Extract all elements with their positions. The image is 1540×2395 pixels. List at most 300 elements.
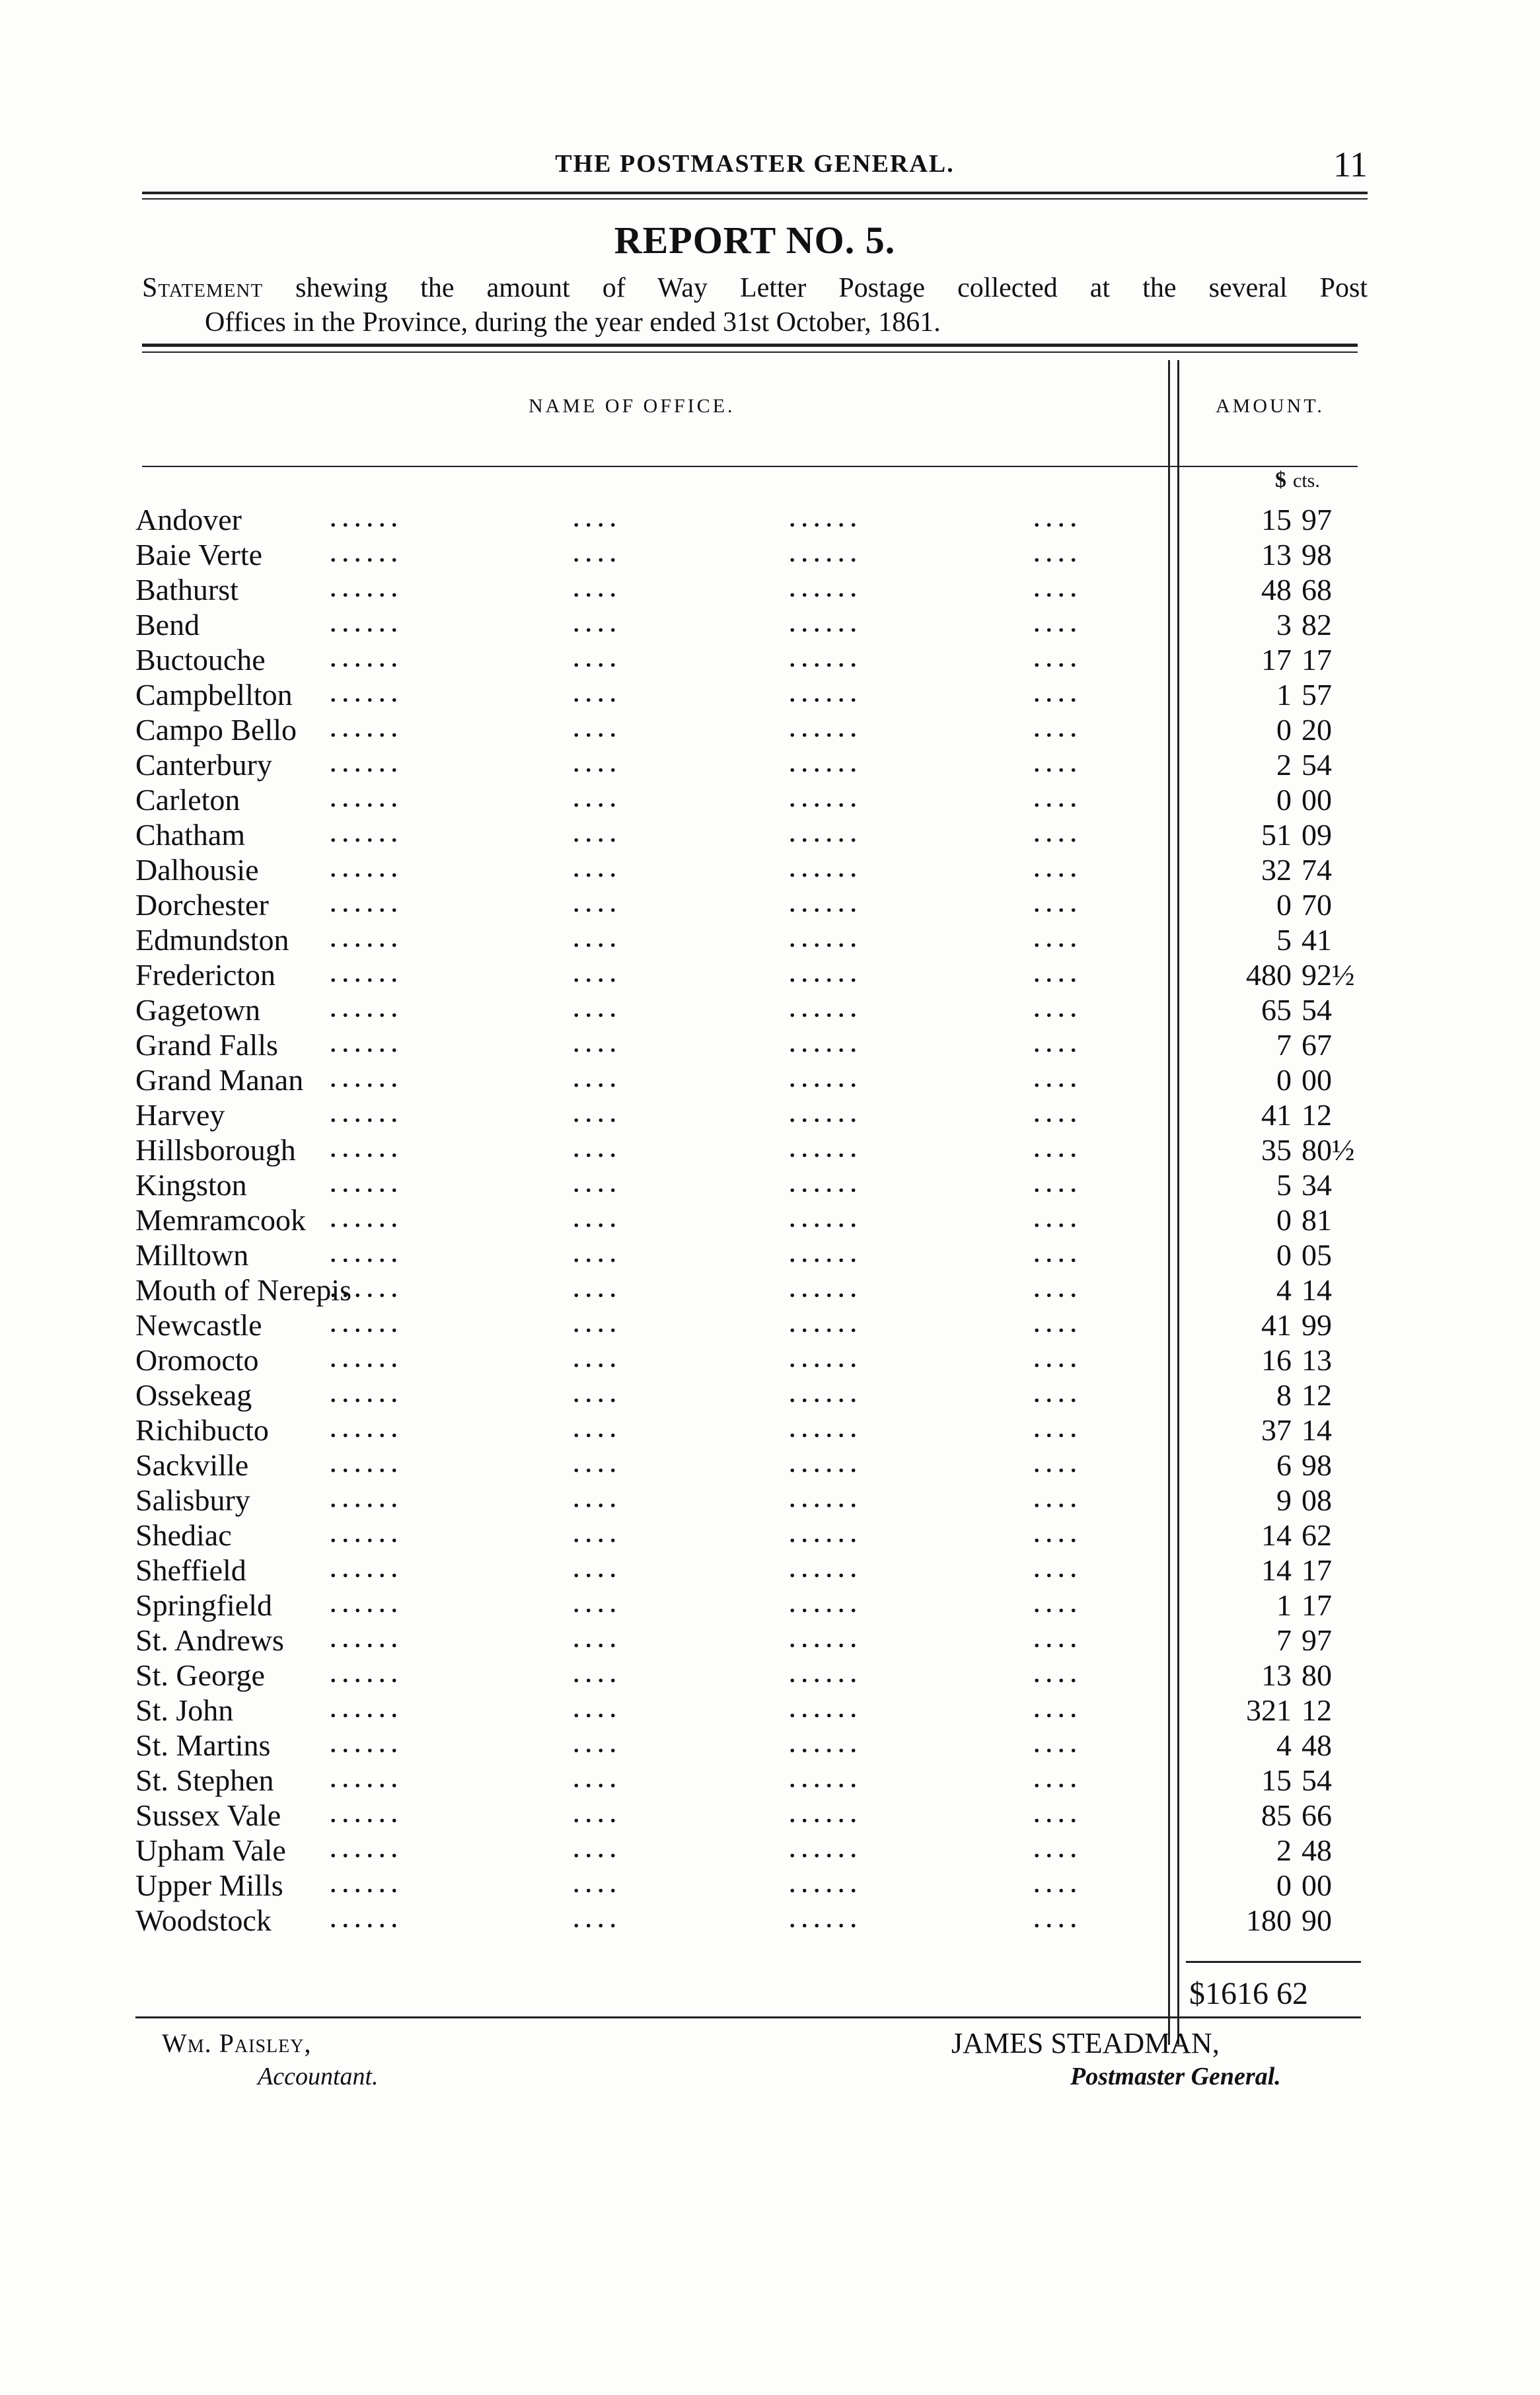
dot-leader: ...... — [789, 823, 863, 847]
table-row — [0, 607, 1540, 642]
dot-leader: .... — [573, 1873, 622, 1898]
amount-dollars: 0 — [1276, 783, 1292, 817]
dot-leader: .... — [1034, 1733, 1083, 1757]
dot-leader: ...... — [330, 1628, 404, 1652]
statement-lead: Statement — [142, 273, 264, 303]
dot-leader: .... — [573, 1033, 622, 1057]
office-name: Newcastle — [135, 1308, 262, 1342]
dot-leader: ...... — [789, 1768, 863, 1792]
amount-cents: 97 — [1302, 1623, 1332, 1657]
office-name: Sackville — [135, 1448, 249, 1482]
dot-leader: .... — [1034, 1173, 1083, 1197]
header-rule — [142, 192, 1368, 194]
dot-leader: .... — [573, 928, 622, 952]
amount-cents: 08 — [1302, 1483, 1332, 1517]
table-row — [0, 817, 1540, 852]
dot-leader: ...... — [789, 893, 863, 917]
table-row — [0, 1378, 1540, 1413]
dot-leader: ...... — [330, 1173, 404, 1197]
dot-leader: ...... — [789, 1908, 863, 1933]
office-name: Ossekeag — [135, 1378, 252, 1412]
office-name: Edmundston — [135, 923, 289, 957]
dot-leader: .... — [573, 998, 622, 1022]
office-name: Gagetown — [135, 993, 261, 1027]
dot-leader: ...... — [789, 1593, 863, 1617]
dot-leader: ...... — [789, 1033, 863, 1057]
dot-leader: ...... — [789, 1348, 863, 1372]
table-row — [0, 1167, 1540, 1202]
amount-cents: 81 — [1302, 1203, 1332, 1237]
table-row — [0, 572, 1540, 607]
table-row — [0, 1272, 1540, 1308]
amount-dollars: 2 — [1276, 1833, 1292, 1867]
table-row — [0, 1553, 1540, 1588]
dot-leader: ...... — [789, 1138, 863, 1162]
dot-leader: .... — [573, 1103, 622, 1127]
dot-leader: .... — [1034, 1523, 1083, 1547]
postmaster-name: JAMES STEADMAN, — [951, 2027, 1220, 2059]
table-row — [0, 1343, 1540, 1378]
table-row — [0, 852, 1540, 887]
dot-leader: ...... — [789, 647, 863, 672]
amount-cents: 98 — [1302, 538, 1332, 571]
dot-leader: .... — [573, 507, 622, 532]
dot-leader: .... — [573, 1698, 622, 1722]
dot-leader: .... — [573, 1733, 622, 1757]
total-amount: $1616 62 — [1189, 1976, 1308, 2011]
table-row — [0, 1623, 1540, 1658]
amount-cents: 12 — [1302, 1378, 1332, 1412]
dot-leader: ...... — [330, 1313, 404, 1337]
office-name: Campo Bello — [135, 713, 297, 747]
amount-dollars: 15 — [1261, 1763, 1292, 1797]
unit-dollars: $ — [1275, 468, 1286, 492]
dot-leader: .... — [1034, 1418, 1083, 1442]
dot-leader: .... — [1034, 542, 1083, 567]
table-bottom-rule — [135, 2016, 1361, 2018]
dot-leader: .... — [573, 1453, 622, 1477]
table-row — [0, 1903, 1540, 1938]
dot-leader: .... — [1034, 612, 1083, 637]
dot-leader: ...... — [789, 1488, 863, 1512]
amount-dollars: 321 — [1246, 1693, 1292, 1727]
dot-leader: .... — [1034, 577, 1083, 602]
table-row — [0, 537, 1540, 572]
office-name: Milltown — [135, 1238, 249, 1272]
amount-dollars: 14 — [1261, 1553, 1292, 1587]
office-name: Oromocto — [135, 1343, 259, 1377]
page-number: 11 — [1333, 145, 1368, 184]
dot-leader: ...... — [330, 577, 404, 602]
dot-leader: ...... — [789, 507, 863, 532]
dot-leader: .... — [1034, 1208, 1083, 1232]
dot-leader: ...... — [789, 1663, 863, 1687]
office-name: Carleton — [135, 783, 240, 817]
dot-leader: ...... — [330, 788, 404, 812]
dot-leader: .... — [573, 788, 622, 812]
amount-cents: 00 — [1302, 1868, 1332, 1902]
amount-cents: 13 — [1302, 1343, 1332, 1377]
dot-leader: ...... — [330, 1383, 404, 1407]
office-name: Upper Mills — [135, 1868, 283, 1902]
amount-dollars: 0 — [1276, 713, 1292, 747]
dot-leader: ...... — [789, 858, 863, 882]
amount-cents: 14 — [1302, 1273, 1332, 1307]
dot-leader: ...... — [330, 682, 404, 707]
office-name: St. Martins — [135, 1728, 271, 1762]
amount-dollars: 37 — [1261, 1413, 1292, 1447]
amount-cents: 14 — [1302, 1413, 1332, 1447]
dot-leader: .... — [573, 893, 622, 917]
table-row — [0, 502, 1540, 537]
table-row — [0, 1237, 1540, 1272]
dot-leader: .... — [573, 1383, 622, 1407]
amount-cents: 70 — [1302, 888, 1332, 922]
amount-dollars: 15 — [1261, 503, 1292, 536]
dot-leader: .... — [1034, 1663, 1083, 1687]
office-name: St. Andrews — [135, 1623, 284, 1657]
amount-dollars: 6 — [1276, 1448, 1292, 1482]
office-name: Salisbury — [135, 1483, 250, 1517]
amount-dollars: 48 — [1261, 573, 1292, 607]
amount-dollars: 85 — [1261, 1798, 1292, 1832]
amount-dollars: 1 — [1276, 678, 1292, 712]
amount-cents: 62 — [1302, 1518, 1332, 1552]
amount-dollars: 16 — [1261, 1343, 1292, 1377]
statement-text — [142, 271, 1368, 340]
amount-cents: 12 — [1302, 1098, 1332, 1132]
amount-dollars: 480 — [1246, 958, 1292, 992]
amount-dollars: 51 — [1261, 818, 1292, 852]
dot-leader: ...... — [789, 577, 863, 602]
dot-leader: .... — [1034, 998, 1083, 1022]
amount-cents: 68 — [1302, 573, 1332, 607]
dot-leader: .... — [573, 1208, 622, 1232]
signature-postmaster — [951, 2027, 1281, 2093]
dot-leader: .... — [1034, 893, 1083, 917]
dot-leader: ...... — [789, 1698, 863, 1722]
dot-leader: ...... — [789, 1733, 863, 1757]
dot-leader: .... — [573, 612, 622, 637]
dot-leader: .... — [1034, 1033, 1083, 1057]
dot-leader: ...... — [789, 1278, 863, 1302]
dot-leader: ...... — [789, 998, 863, 1022]
dot-leader: ...... — [330, 1838, 404, 1862]
dot-leader: ...... — [789, 1803, 863, 1827]
office-name: Fredericton — [135, 958, 276, 992]
dot-leader: .... — [573, 1488, 622, 1512]
dot-leader: .... — [573, 1523, 622, 1547]
office-name: Dorchester — [135, 888, 269, 922]
dot-leader: .... — [1034, 1628, 1083, 1652]
dot-leader: .... — [573, 1663, 622, 1687]
amount-cents: 67 — [1302, 1028, 1332, 1062]
dot-leader: ...... — [330, 753, 404, 777]
dot-leader: ...... — [330, 1768, 404, 1792]
amount-cents: 05 — [1302, 1238, 1332, 1272]
dot-leader: ...... — [330, 1033, 404, 1057]
dot-leader: ...... — [789, 612, 863, 637]
amount-cents: 09 — [1302, 818, 1332, 852]
table-row — [0, 1658, 1540, 1693]
dot-leader: .... — [1034, 1558, 1083, 1582]
table-row — [0, 1798, 1540, 1833]
dot-leader: .... — [573, 1278, 622, 1302]
dot-leader: ...... — [330, 1803, 404, 1827]
office-name: St. John — [135, 1693, 234, 1727]
dot-leader: .... — [573, 542, 622, 567]
dot-leader: .... — [573, 1313, 622, 1337]
amount-dollars: 8 — [1276, 1378, 1292, 1412]
dot-leader: ...... — [330, 612, 404, 637]
dot-leader: ...... — [789, 1383, 863, 1407]
dot-leader: .... — [573, 1593, 622, 1617]
amount-cents: 57 — [1302, 678, 1332, 712]
amount-dollars: 180 — [1246, 1903, 1292, 1937]
dot-leader: ...... — [330, 1733, 404, 1757]
dot-leader: .... — [1034, 1453, 1083, 1477]
dot-leader: ...... — [789, 1173, 863, 1197]
office-name: Buctouche — [135, 643, 266, 677]
amount-dollars: 5 — [1276, 923, 1292, 957]
units-row — [1275, 468, 1320, 493]
dot-leader: .... — [1034, 1873, 1083, 1898]
dot-leader: ...... — [330, 1243, 404, 1267]
amount-cents: 17 — [1302, 1588, 1332, 1622]
office-name: St. Stephen — [135, 1763, 274, 1797]
table-row — [0, 1588, 1540, 1623]
office-name: Chatham — [135, 818, 246, 852]
table-row — [0, 922, 1540, 957]
dot-leader: .... — [1034, 1838, 1083, 1862]
dot-leader: .... — [573, 1768, 622, 1792]
dot-leader: ...... — [789, 1313, 863, 1337]
dot-leader: ...... — [789, 1558, 863, 1582]
dot-leader: ...... — [330, 1453, 404, 1477]
amount-cents: 17 — [1302, 1553, 1332, 1587]
table-row — [0, 1518, 1540, 1553]
office-name: Dalhousie — [135, 853, 259, 887]
statement-line-2: Offices in the Province, during the year ended 31st October, 1861. — [205, 307, 941, 338]
office-name: Andover — [135, 503, 242, 536]
amount-dollars: 0 — [1276, 888, 1292, 922]
office-name: Hillsborough — [135, 1133, 296, 1167]
dot-leader: .... — [573, 1348, 622, 1372]
postmaster-title: Postmaster General. — [1070, 2063, 1281, 2090]
dot-leader: .... — [1034, 1348, 1083, 1372]
dot-leader: ...... — [789, 542, 863, 567]
table-row — [0, 1728, 1540, 1763]
office-name: Baie Verte — [135, 538, 263, 571]
dot-leader: .... — [1034, 1593, 1083, 1617]
office-name: Richibucto — [135, 1413, 269, 1447]
office-name: Campbellton — [135, 678, 293, 712]
dot-leader: .... — [573, 963, 622, 987]
accountant-name: Wm. Paisley, — [162, 2028, 312, 2058]
dot-leader: ...... — [330, 1593, 404, 1617]
amount-cents: 90 — [1302, 1903, 1332, 1937]
dot-leader: .... — [573, 1243, 622, 1267]
amount-cents: 00 — [1302, 1063, 1332, 1097]
amount-cents: 66 — [1302, 1798, 1332, 1832]
dot-leader: ...... — [789, 1453, 863, 1477]
amount-dollars: 35 — [1261, 1133, 1292, 1167]
dot-leader: ...... — [330, 928, 404, 952]
dot-leader: .... — [573, 1558, 622, 1582]
dot-leader: .... — [573, 1068, 622, 1092]
dot-leader: ...... — [330, 893, 404, 917]
header-rule-thin — [142, 198, 1368, 200]
dot-leader: ...... — [330, 1208, 404, 1232]
office-name: Woodstock — [135, 1903, 272, 1937]
dot-leader: ...... — [330, 1418, 404, 1442]
office-name: Shediac — [135, 1518, 232, 1552]
amount-dollars: 13 — [1261, 538, 1292, 571]
table-row — [0, 1448, 1540, 1483]
dot-leader: ...... — [789, 1523, 863, 1547]
dot-leader: ...... — [789, 1838, 863, 1862]
office-name: Memramcook — [135, 1203, 307, 1237]
dot-leader: .... — [573, 1138, 622, 1162]
table-row — [0, 1132, 1540, 1167]
dot-leader: ...... — [789, 1208, 863, 1232]
amount-cents: 80 — [1302, 1658, 1332, 1692]
dot-leader: .... — [1034, 1278, 1083, 1302]
table-row — [0, 887, 1540, 922]
dot-leader: ...... — [330, 1278, 404, 1302]
dot-leader: .... — [573, 577, 622, 602]
total-rule — [1186, 1961, 1361, 1963]
dot-leader: ...... — [330, 1908, 404, 1933]
table-row — [0, 1413, 1540, 1448]
office-name: Kingston — [135, 1168, 247, 1202]
amount-dollars: 0 — [1276, 1238, 1292, 1272]
office-name: Harvey — [135, 1098, 225, 1132]
dot-leader: ...... — [789, 788, 863, 812]
amount-dollars: 4 — [1276, 1728, 1292, 1762]
dot-leader: ...... — [789, 1068, 863, 1092]
dot-leader: .... — [1034, 788, 1083, 812]
office-name: St. George — [135, 1658, 265, 1692]
dot-leader: ...... — [330, 1068, 404, 1092]
dot-leader: .... — [1034, 647, 1083, 672]
dot-leader: ...... — [789, 928, 863, 952]
amount-cents: 99 — [1302, 1308, 1332, 1342]
dot-leader: .... — [573, 718, 622, 742]
table-row — [0, 1308, 1540, 1343]
amount-dollars: 7 — [1276, 1028, 1292, 1062]
table-row — [0, 712, 1540, 747]
table-row — [0, 957, 1540, 992]
running-head — [142, 144, 1368, 184]
dot-leader: ...... — [789, 1628, 863, 1652]
table-row — [0, 642, 1540, 677]
amount-dollars: 2 — [1276, 748, 1292, 782]
dot-leader: .... — [1034, 1313, 1083, 1337]
amount-dollars: 14 — [1261, 1518, 1292, 1552]
table-row — [0, 782, 1540, 817]
dot-leader: .... — [1034, 928, 1083, 952]
report-title: REPORT NO. 5. — [614, 219, 896, 262]
dot-leader: .... — [1034, 718, 1083, 742]
amount-cents: 17 — [1302, 643, 1332, 677]
office-name: Bathurst — [135, 573, 238, 607]
table-row — [0, 1868, 1540, 1903]
dot-leader: .... — [1034, 963, 1083, 987]
dot-leader: .... — [1034, 1138, 1083, 1162]
dot-leader: ...... — [330, 1698, 404, 1722]
office-name: Bend — [135, 608, 200, 642]
office-name: Upham Vale — [135, 1833, 286, 1867]
amount-cents: 00 — [1302, 783, 1332, 817]
amount-cents: 54 — [1302, 1763, 1332, 1797]
table-row — [0, 1097, 1540, 1132]
amount-dollars: 13 — [1261, 1658, 1292, 1692]
table-top-rule — [142, 344, 1358, 347]
amount-cents: 20 — [1302, 713, 1332, 747]
dot-leader: .... — [1034, 682, 1083, 707]
accountant-title: Accountant. — [258, 2063, 379, 2090]
statement-line-1: Statement shewing the amount of Way Letter Postage collected at the several Post — [142, 273, 1368, 303]
dot-leader: ...... — [330, 647, 404, 672]
dot-leader: .... — [1034, 1908, 1083, 1933]
dot-leader: ...... — [330, 823, 404, 847]
table-row — [0, 747, 1540, 782]
amount-dollars: 4 — [1276, 1273, 1292, 1307]
amount-dollars: 41 — [1261, 1098, 1292, 1132]
office-name: Canterbury — [135, 748, 272, 782]
dot-leader: ...... — [330, 1663, 404, 1687]
amount-cents: 48 — [1302, 1728, 1332, 1762]
dot-leader: ...... — [789, 718, 863, 742]
dot-leader: ...... — [789, 1418, 863, 1442]
dot-leader: .... — [1034, 858, 1083, 882]
dot-leader: ...... — [330, 507, 404, 532]
dot-leader: .... — [573, 823, 622, 847]
dot-leader: ...... — [330, 718, 404, 742]
table-top-rule-thin — [142, 351, 1358, 353]
signature-accountant — [162, 2027, 379, 2093]
amount-dollars: 0 — [1276, 1868, 1292, 1902]
amount-dollars: 32 — [1261, 853, 1292, 887]
dot-leader: ...... — [330, 1488, 404, 1512]
dot-leader: .... — [1034, 823, 1083, 847]
amount-cents: 54 — [1302, 748, 1332, 782]
amount-dollars: 5 — [1276, 1168, 1292, 1202]
dot-leader: ...... — [789, 963, 863, 987]
dot-leader: .... — [1034, 1803, 1083, 1827]
amount-cents: 80½ — [1302, 1133, 1355, 1167]
dot-leader: .... — [1034, 1488, 1083, 1512]
office-name: Grand Manan — [135, 1063, 304, 1097]
amount-cents: 74 — [1302, 853, 1332, 887]
amount-cents: 92½ — [1302, 958, 1355, 992]
amount-dollars: 0 — [1276, 1063, 1292, 1097]
office-name: Mouth of Nerepis — [135, 1273, 352, 1307]
amount-cents: 97 — [1302, 503, 1332, 536]
dot-leader: .... — [1034, 1768, 1083, 1792]
dot-leader: ...... — [330, 1348, 404, 1372]
amount-dollars: 65 — [1261, 993, 1292, 1027]
amount-dollars: 17 — [1261, 643, 1292, 677]
dot-leader: ...... — [330, 1103, 404, 1127]
office-name: Springfield — [135, 1588, 272, 1622]
table-row — [0, 1763, 1540, 1798]
dot-leader: ...... — [789, 1243, 863, 1267]
dot-leader: .... — [1034, 507, 1083, 532]
table-row — [0, 992, 1540, 1027]
dot-leader: .... — [1034, 1103, 1083, 1127]
